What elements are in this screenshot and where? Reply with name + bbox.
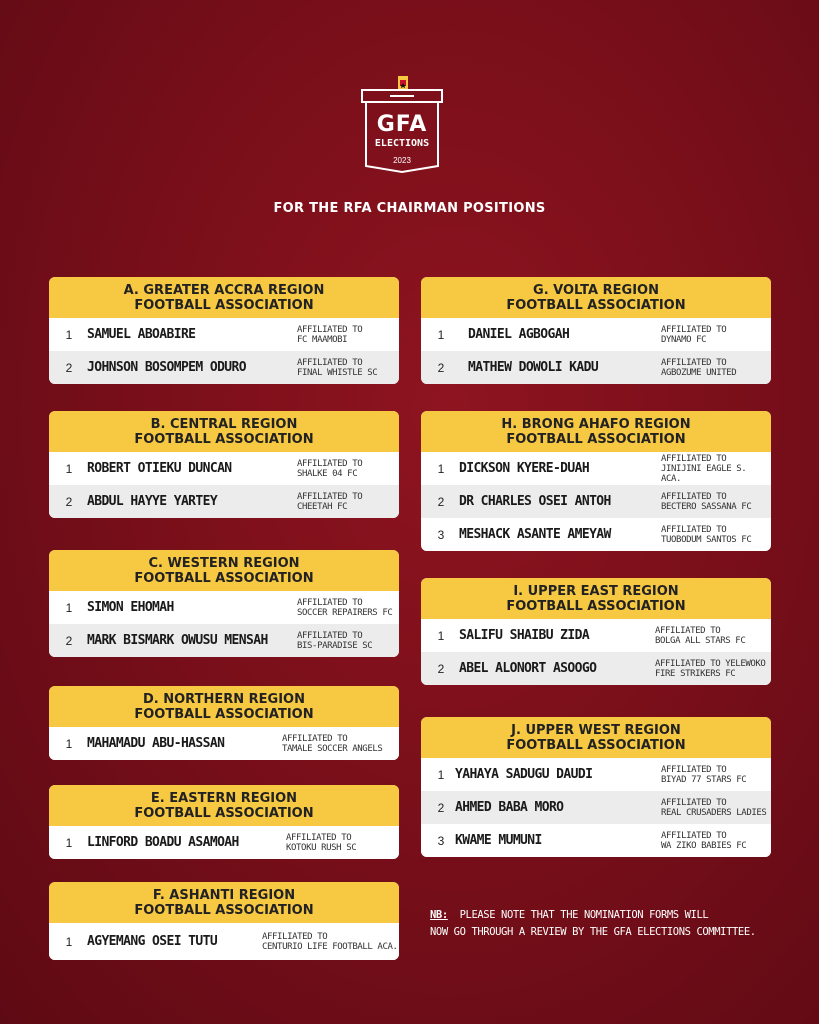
candidate-name: YAHAYA SADUGU DAUDI (455, 767, 593, 782)
candidate-affiliation: AFFILIATED TO BIYAD 77 STARS FC (661, 764, 747, 785)
region-title: B. CENTRAL REGION (150, 416, 298, 432)
candidate-row (421, 791, 771, 824)
candidate-affiliation: AFFILIATED TO FC MAAMOBI (297, 324, 363, 345)
candidate-name: MATHEW DOWOLI KADU (468, 360, 599, 375)
note-label: NB: (430, 909, 448, 921)
candidate-affiliation: AFFILIATED TO YELEWOKO FIRE STRIKERS FC (655, 658, 766, 679)
region-subtitle: FOOTBALL ASSOCIATION (134, 902, 314, 918)
candidate-number: 1 (437, 327, 445, 342)
region-title: C. WESTERN REGION (148, 555, 300, 571)
candidate-number: 3 (437, 527, 445, 542)
page-title: FOR THE RFA CHAIRMAN POSITIONS (273, 201, 546, 216)
candidate-affiliation: AFFILIATED TO REAL CRUSADERS LADIES (661, 797, 767, 818)
region-title: J. UPPER WEST REGION (511, 722, 681, 738)
candidate-row (49, 727, 399, 760)
candidate-row (421, 351, 771, 384)
candidate-affiliation: AFFILIATED TO KOTOKU RUSH SC (286, 832, 357, 853)
candidate-number: 1 (65, 736, 73, 751)
region-header (421, 717, 771, 758)
candidate-row (49, 452, 399, 485)
candidate-name: MESHACK ASANTE AMEYAW (459, 527, 611, 542)
logo-subtitle: ELECTIONS (374, 138, 430, 149)
candidate-affiliation: AFFILIATED TO DYNAMO FC (661, 324, 727, 345)
region-header (421, 411, 771, 452)
candidate-name: SIMON EHOMAH (87, 600, 174, 615)
candidate-number: 1 (437, 461, 445, 476)
candidate-affiliation: AFFILIATED TO JINIJINI EAGLE S. ACA. (661, 453, 747, 484)
region-title: G. VOLTA REGION (533, 282, 659, 298)
candidate-name: JOHNSON BOSOMPEM ODURO (87, 360, 246, 375)
candidate-number: 1 (65, 600, 73, 615)
region-card-central (49, 411, 399, 518)
region-card-brong-ahafo (421, 411, 771, 551)
candidate-number: 1 (65, 835, 73, 850)
candidate-row (421, 518, 771, 551)
note-line-1: PLEASE NOTE THAT THE NOMINATION FORMS WILL (459, 909, 709, 921)
candidate-row (49, 351, 399, 384)
candidate-name: AGYEMANG OSEI TUTU (87, 934, 218, 949)
candidate-name: DANIEL AGBOGAH (468, 327, 570, 342)
region-title: F. ASHANTI REGION (152, 887, 296, 903)
candidate-number: 1 (65, 461, 73, 476)
region-card-greater-accra (49, 277, 399, 384)
candidate-name: DICKSON KYERE-DUAH (459, 461, 590, 476)
candidate-number: 1 (437, 628, 445, 643)
candidate-number: 1 (65, 327, 73, 342)
candidate-row (421, 619, 771, 652)
candidate-row (421, 452, 771, 485)
candidate-number: 2 (65, 360, 73, 375)
candidate-name: ABDUL HAYYE YARTEY (87, 494, 218, 509)
candidate-name: AHMED BABA MORO (455, 800, 564, 815)
candidate-row (49, 624, 399, 657)
candidate-name: KWAME MUMUNI (455, 833, 542, 848)
region-subtitle: FOOTBALL ASSOCIATION (134, 805, 314, 821)
candidate-affiliation: AFFILIATED TO BOLGA ALL STARS FC (655, 625, 746, 646)
candidate-affiliation: AFFILIATED TO TUOBODUM SANTOS FC (661, 524, 752, 545)
candidate-affiliation: AFFILIATED TO TAMALE SOCCER ANGELS (282, 733, 383, 754)
logo-year: 2023 (393, 156, 411, 165)
region-title: D. NORTHERN REGION (143, 691, 305, 707)
candidate-name: MARK BISMARK OWUSU MENSAH (87, 633, 268, 648)
candidate-affiliation: AFFILIATED TO BIS-PARADISE SC (297, 630, 373, 651)
candidate-affiliation: AFFILIATED TO SOCCER REPAIRERS FC (297, 597, 393, 618)
region-subtitle: FOOTBALL ASSOCIATION (506, 431, 686, 447)
region-header (49, 411, 399, 452)
logo-title: GFA (376, 112, 428, 137)
candidate-number: 2 (65, 494, 73, 509)
region-card-upper-east (421, 578, 771, 685)
region-subtitle: FOOTBALL ASSOCIATION (134, 570, 314, 586)
candidate-affiliation: AFFILIATED TO CENTURIO LIFE FOOTBALL ACA. (262, 931, 398, 952)
candidate-row (421, 652, 771, 685)
region-header (49, 785, 399, 826)
region-header (49, 882, 399, 923)
candidate-row (49, 318, 399, 351)
candidate-number: 3 (437, 833, 445, 848)
candidate-row (49, 485, 399, 518)
region-subtitle: FOOTBALL ASSOCIATION (506, 297, 686, 313)
candidate-name: ABEL ALONORT ASOOGO (459, 661, 597, 676)
region-title: H. BRONG AHAFO REGION (501, 416, 691, 432)
region-header (421, 277, 771, 318)
region-subtitle: FOOTBALL ASSOCIATION (506, 598, 686, 614)
region-header (49, 277, 399, 318)
region-header (421, 578, 771, 619)
candidate-row (49, 826, 399, 859)
candidate-affiliation: AFFILIATED TO FINAL WHISTLE SC (297, 357, 378, 378)
candidate-name: ROBERT OTIEKU DUNCAN (87, 461, 232, 476)
candidate-row (421, 318, 771, 351)
note-line-2: NOW GO THROUGH A REVIEW BY THE GFA ELECTIONS COMMITTEE. (430, 926, 756, 938)
region-subtitle: FOOTBALL ASSOCIATION (134, 297, 314, 313)
region-title: A. GREATER ACCRA REGION (123, 282, 325, 298)
candidate-number: 2 (437, 661, 445, 676)
candidate-number: 1 (437, 767, 445, 782)
nomination-note (430, 907, 756, 941)
region-subtitle: FOOTBALL ASSOCIATION (134, 431, 314, 447)
candidate-affiliation: AFFILIATED TO BECTERO SASSANA FC (661, 491, 752, 512)
candidate-row (421, 485, 771, 518)
candidate-name: LINFORD BOADU ASAMOAH (87, 835, 239, 850)
region-subtitle: FOOTBALL ASSOCIATION (134, 706, 314, 722)
candidate-number: 2 (65, 633, 73, 648)
candidate-number: 2 (437, 494, 445, 509)
candidate-name: SALIFU SHAIBU ZIDA (459, 628, 590, 643)
region-card-upper-west (421, 717, 771, 857)
candidate-affiliation: AFFILIATED TO SHALKE 04 FC (297, 458, 363, 479)
candidate-number: 2 (437, 360, 445, 375)
region-card-eastern (49, 785, 399, 859)
candidate-name: MAHAMADU ABU-HASSAN (87, 736, 225, 751)
gfa-elections-logo (360, 74, 444, 174)
region-card-northern (49, 686, 399, 760)
candidate-row (421, 824, 771, 857)
candidate-affiliation: AFFILIATED TO WA ZIKO BABIES FC (661, 830, 747, 851)
candidate-number: 2 (437, 800, 445, 815)
candidate-affiliation: AFFILIATED TO CHEETAH FC (297, 491, 363, 512)
region-title: E. EASTERN REGION (150, 790, 298, 806)
candidate-row (49, 591, 399, 624)
region-card-western (49, 550, 399, 657)
region-header (49, 686, 399, 727)
candidate-row (421, 758, 771, 791)
region-title: I. UPPER EAST REGION (513, 583, 679, 599)
candidate-name: DR CHARLES OSEI ANTOH (459, 494, 611, 509)
candidate-name: SAMUEL ABOABIRE (87, 327, 196, 342)
region-card-volta (421, 277, 771, 384)
region-subtitle: FOOTBALL ASSOCIATION (506, 737, 686, 753)
candidate-number: 1 (65, 934, 73, 949)
candidate-row (49, 923, 399, 960)
region-header (49, 550, 399, 591)
region-card-ashanti (49, 882, 399, 960)
candidate-affiliation: AFFILIATED TO AGBOZUME UNITED (661, 357, 737, 378)
